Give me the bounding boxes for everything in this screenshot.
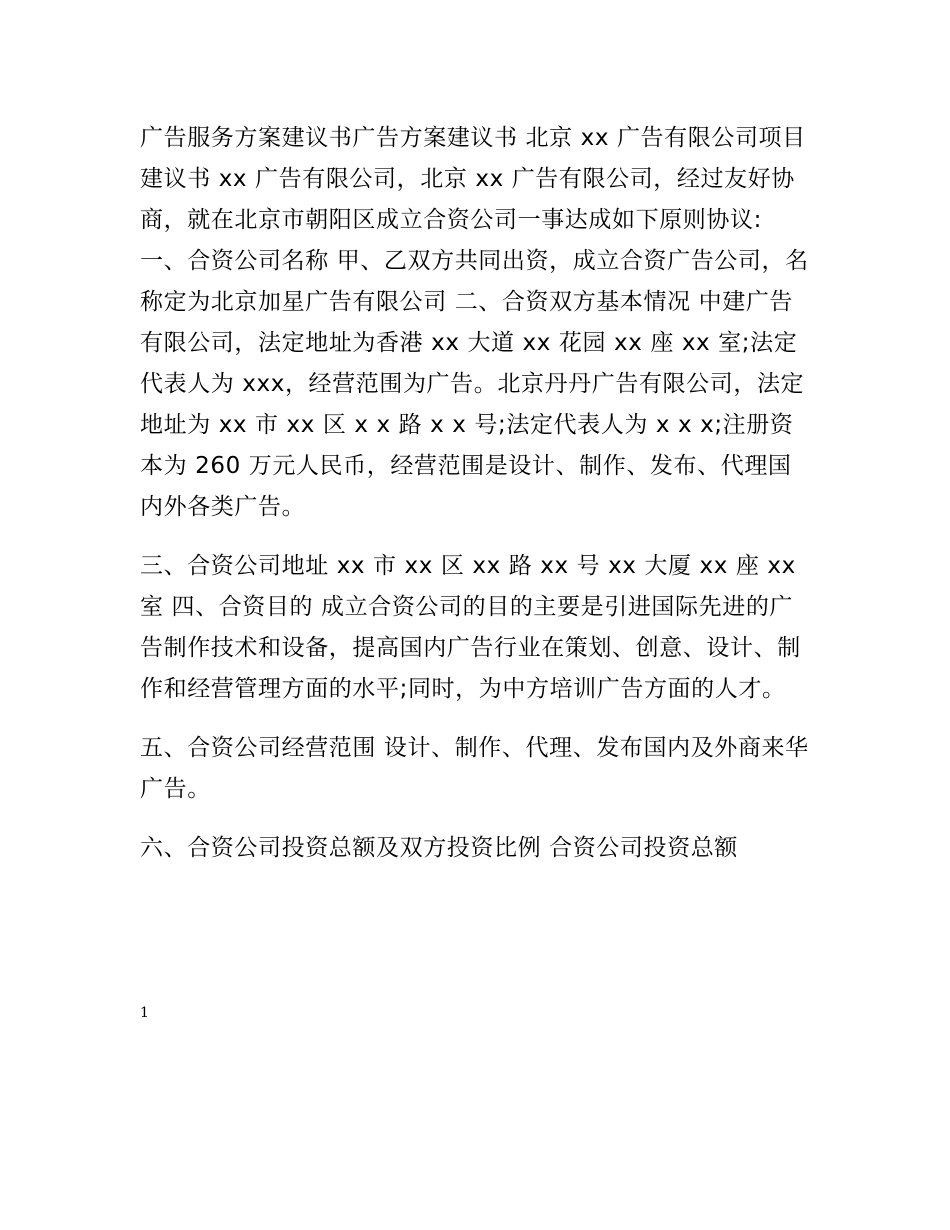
paragraph-1: 广告服务方案建议书广告方案建议书 北京 xx 广告有限公司项目建议书 xx 广告有限公司，北京 xx 广告有限公司，经过友好协商，就在北京市朝阳区成立合资公司一事达成如下原则协议: 一、合资公司名称 甲、乙双方共同出资，成立合资广告公司，名称定为北京加星广告有限公司 二、合资双方基本情况 中建广告有限公司，法定地址为香港 xx 大道 xx 花园 xx 座 xx 室;法定代表人为 xxx，经营范围为广告。北京丹丹广告有限公司，法定地址为 xx 市 xx 区 x x 路 x x 号;法定代表人为 x x x;注册资本为 260 万元人民币，经营范围是设计、制作、发布、代理国内外各类广告。 xyxy=(140,125,809,520)
document-body xyxy=(140,118,812,887)
paragraph-2: 三、合资公司地址 xx 市 xx 区 xx 路 xx 号 xx 大厦 xx 座 xx 室 四、合资目的 成立合资公司的目的主要是引进国际先进的广告制作技术和设备，提高国内广告行业在策划、创意、设计、制作和经营管理方面的水平;同时，为中方培训广告方面的人才。 xyxy=(140,553,801,702)
paragraph-4: 六、合资公司投资总额及双方投资比例 合资公司投资总额 xyxy=(140,835,738,861)
page-number: 1 xyxy=(140,1005,149,1021)
paragraph-3: 五、合资公司经营范围 设计、制作、代理、发布国内及外商来华广告。 xyxy=(140,735,809,802)
